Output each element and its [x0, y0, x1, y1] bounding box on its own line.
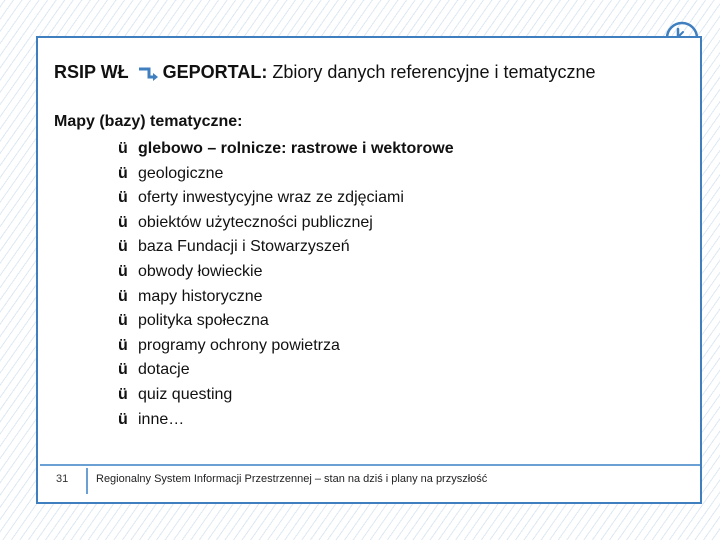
check-icon: ü: [118, 238, 128, 256]
arrow-turn-right-icon: [137, 64, 161, 82]
list-item-label: polityka społeczna: [138, 312, 269, 330]
list-item-label: dotacje: [138, 361, 190, 379]
list-item: [118, 260, 454, 285]
list-item-label: geologiczne: [138, 164, 224, 182]
title-prefix: RSIP WŁ: [54, 62, 129, 82]
check-icon: ü: [118, 361, 128, 379]
check-icon: ü: [118, 385, 128, 403]
list-item-label: obiektów użyteczności publicznej: [138, 213, 373, 231]
title-target: GEPORTAL:: [162, 62, 268, 82]
list-item-label: obwody łowieckie: [138, 262, 263, 280]
check-icon: ü: [118, 410, 128, 428]
list-item: [118, 408, 454, 433]
list-item-label: baza Fundacji i Stowarzyszeń: [138, 238, 350, 256]
title-subtitle: Zbiory danych referencyjne i tematyczne: [272, 62, 596, 82]
list-item: [118, 309, 454, 334]
check-icon: ü: [118, 287, 128, 305]
footer-divider: [40, 464, 700, 466]
list-item-label: mapy historyczne: [138, 287, 263, 305]
list-item: [118, 334, 454, 359]
list-item: [118, 211, 454, 236]
list-item-label: programy ochrony powietrza: [138, 336, 340, 354]
slide-title: [54, 62, 596, 83]
list-item-label: glebowo – rolnicze: rastrowe i wektorowe: [138, 140, 454, 157]
page-number: 31: [56, 473, 69, 485]
check-icon: ü: [118, 262, 128, 280]
section-heading: Mapy (bazy) tematyczne:: [54, 113, 243, 130]
footer-separator: [86, 468, 88, 494]
check-icon: ü: [118, 189, 128, 207]
list-item: [118, 162, 454, 187]
check-icon: ü: [118, 164, 128, 182]
list-item-label: quiz questing: [138, 385, 233, 403]
footer-text: Regionalny System Informacji Przestrzennej – stan na dziś i plany na przyszłość: [96, 473, 488, 485]
check-icon: ü: [118, 336, 128, 354]
list-item-label: oferty inwestycyjne wraz ze zdjęciami: [138, 189, 404, 207]
list-item: [118, 235, 454, 260]
list-item: [118, 186, 454, 211]
check-icon: ü: [118, 312, 128, 330]
list-item: [118, 383, 454, 408]
list-item: [118, 137, 454, 162]
check-icon: ü: [118, 140, 128, 157]
list-item: [118, 358, 454, 383]
thematic-maps-list: [118, 137, 454, 432]
check-icon: ü: [118, 213, 128, 231]
list-item-label: inne…: [138, 410, 185, 428]
list-item: [118, 285, 454, 310]
